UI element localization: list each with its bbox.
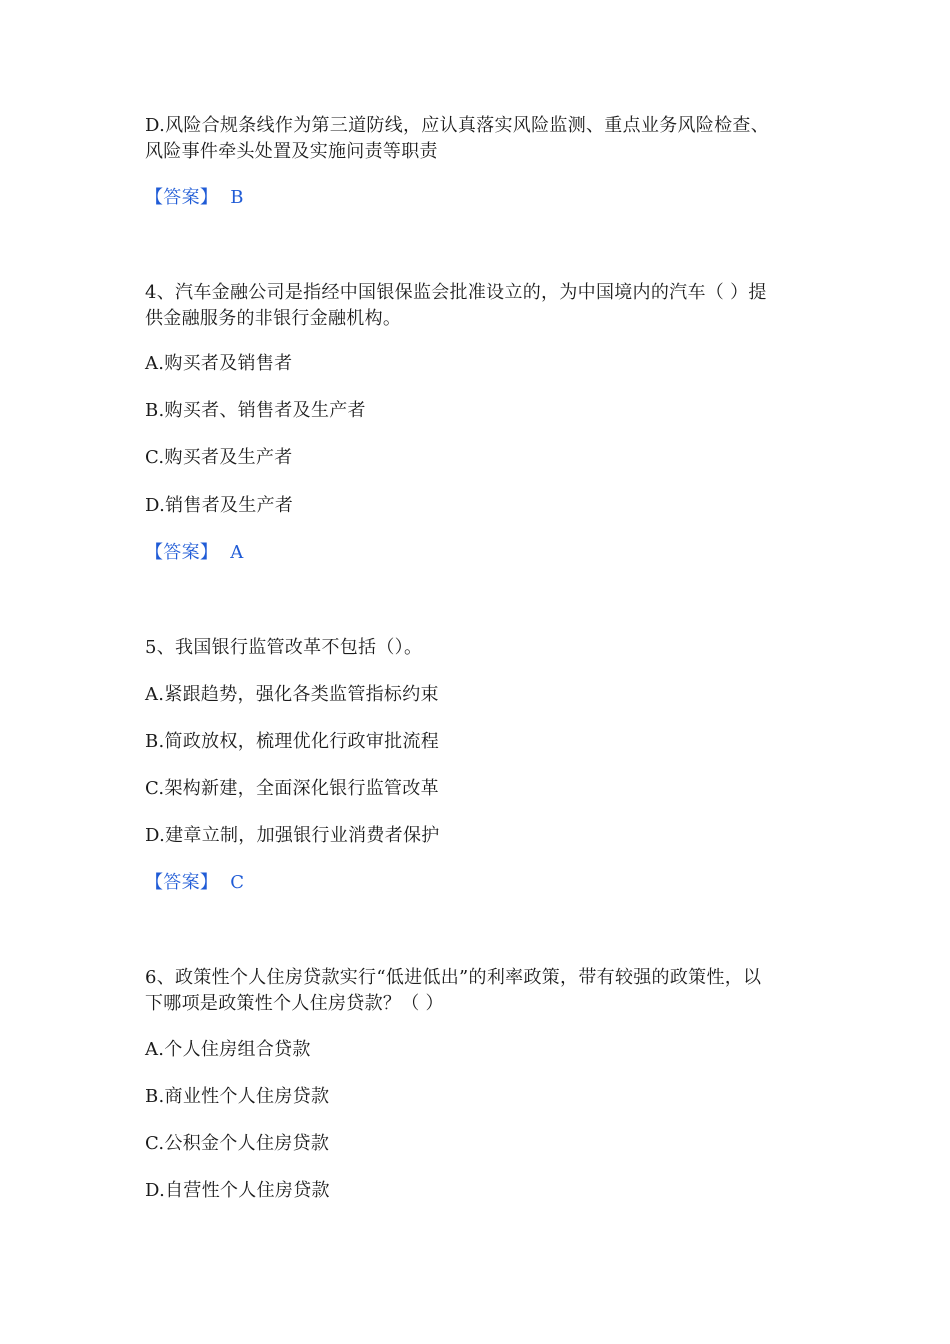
q5-question: 5、我国银行监管改革不包括（）。 <box>145 637 423 658</box>
q4-option-c: C.购买者及生产者 <box>145 447 293 468</box>
q4-answer <box>145 541 244 565</box>
answer-label: 【答案】 <box>145 542 219 563</box>
q4-option-a: A.购买者及销售者 <box>145 353 293 374</box>
q6-question-line1: 6、政策性个人住房贷款实行“低进低出”的利率政策，带有较强的政策性，以 <box>145 967 762 988</box>
q4-option-d: D.销售者及生产者 <box>145 495 294 516</box>
q5-option-c: C.架构新建，全面深化银行监管改革 <box>145 778 439 799</box>
q5-option-a: A.紧跟趋势，强化各类监管指标约束 <box>145 684 439 705</box>
q6-option-d: D.自营性个人住房贷款 <box>145 1180 330 1201</box>
answer-label: 【答案】 <box>145 187 219 208</box>
q4-question-line1: 4、汽车金融公司是指经中国银保监会批准设立的，为中国境内的汽车（ ）提 <box>145 282 767 303</box>
answer-label: 【答案】 <box>145 872 219 893</box>
q4-option-b: B.购买者、销售者及生产者 <box>145 400 366 421</box>
q6-question-line2: 下哪项是政策性个人住房贷款？（ ） <box>145 993 444 1014</box>
q4-question-line2: 供金融服务的非银行金融机构。 <box>145 308 402 329</box>
q6-option-c: C.公积金个人住房贷款 <box>145 1133 330 1154</box>
answer-value: A <box>230 542 244 563</box>
q3-option-d-line1: D.风险合规条线作为第三道防线，应认真落实风险监测、重点业务风险检查、 <box>145 115 770 136</box>
answer-value: C <box>230 872 245 893</box>
q3-answer <box>145 186 244 210</box>
q6-option-b: B.商业性个人住房贷款 <box>145 1086 330 1107</box>
q5-option-d: D.建章立制，加强银行业消费者保护 <box>145 825 440 846</box>
q3-option-d-line2: 风险事件牵头处置及实施问责等职责 <box>145 141 438 162</box>
answer-value: B <box>230 187 244 208</box>
q6-option-a: A.个人住房组合贷款 <box>145 1039 311 1060</box>
q5-answer <box>145 871 244 895</box>
q5-option-b: B.简政放权，梳理优化行政审批流程 <box>145 731 440 752</box>
